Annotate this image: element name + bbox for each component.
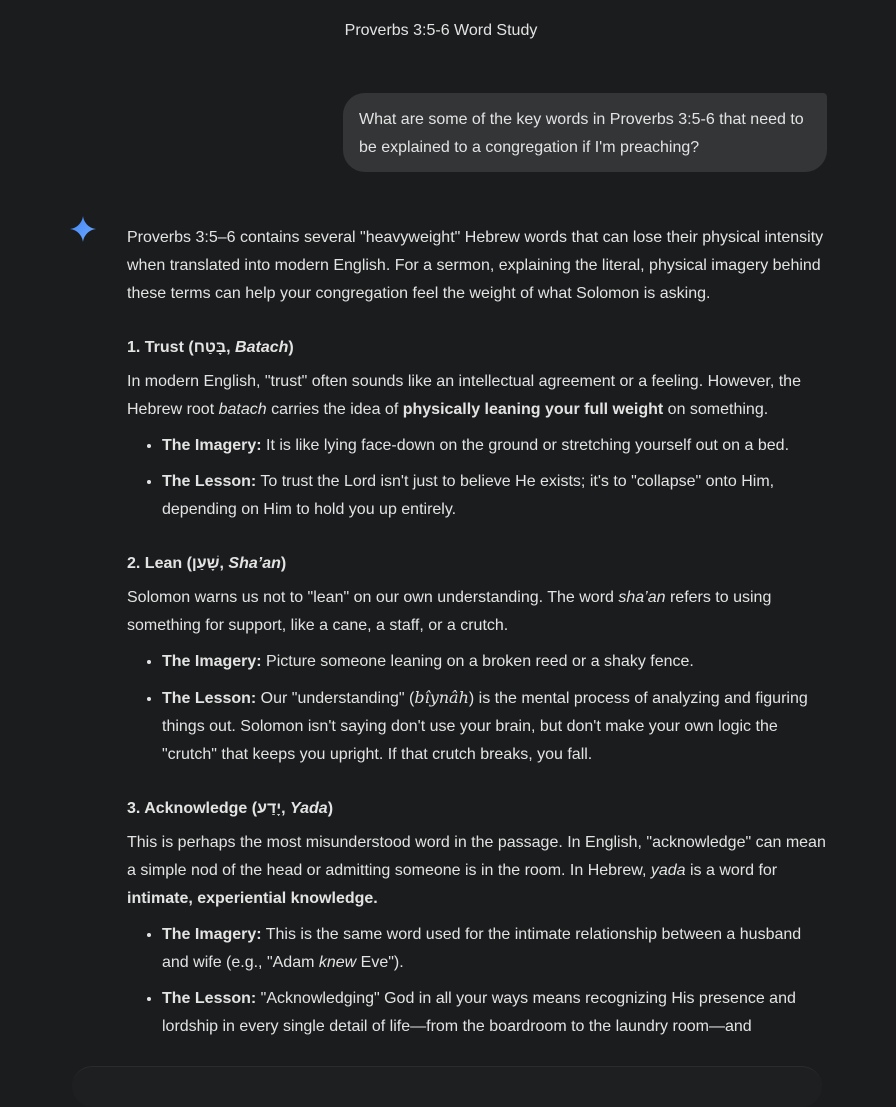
transliteration: Sha’an xyxy=(228,555,281,572)
list-item: • The Lesson: Our "understanding" (bîynâh) is the mental process of analyzing and figuring things out. Solomon isn't saying don't use your brain, but don't make your own logic the "crutch" that keeps you upright. If that crutch breaks, you fall. xyxy=(162,684,827,769)
response-intro: Proverbs 3:5–6 contains several "heavyweight" Hebrew words that can lose their physical intensity when translated into modern English. For a sermon, explaining the literal, physical imagery behind these terms can help your congregation feel the weight of what Solomon is asking. xyxy=(127,229,824,302)
transliteration: Yada xyxy=(290,800,328,817)
chat-input-bar[interactable] xyxy=(72,1066,822,1107)
list-item: • The Lesson: To trust the Lord isn't just to believe He exists; it's to "collapse" onto Him, depending on Him to hold you up entirely. xyxy=(162,468,827,524)
gemini-spark-icon xyxy=(70,216,96,242)
list-item: • The Lesson: "Acknowledging" God in all your ways means recognizing His presence and lordship in every single detail of life—from the boardroom to the laundry room—and xyxy=(162,985,827,1041)
list-item: • The Imagery: It is like lying face-down on the ground or stretching yourself out on a bed. xyxy=(162,432,827,460)
section-heading-acknowledge: 3. Acknowledge (יָדַע, Yada) xyxy=(127,800,334,817)
section-paragraph: This is perhaps the most misunderstood word in the passage. In English, "acknowledge" can mean a simple nod of the head or admitting someone is in the room. In Hebrew, yada is a word for intimate, experiential knowledge. xyxy=(127,834,826,907)
user-message-bubble xyxy=(343,93,827,172)
transliteration: Batach xyxy=(235,339,289,356)
section-paragraph: Solomon warns us not to "lean" on our own understanding. The word sha’an refers to using something for support, like a cane, a staff, or a crutch. xyxy=(127,589,772,634)
bullet-list xyxy=(127,648,827,769)
section-heading-lean: 2. Lean (שָׁעַן, Sha’an) xyxy=(127,555,287,572)
user-message-text: What are some of the key words in Proverbs 3:5-6 that need to be explained to a congregation if I'm preaching? xyxy=(359,111,804,156)
conversation-title[interactable]: Proverbs 3:5-6 Word Study xyxy=(344,22,538,39)
hebrew-word: שָׁעַן xyxy=(191,555,220,572)
assistant-response xyxy=(127,224,827,1067)
section-paragraph: In modern English, "trust" often sounds like an intellectual agreement or a feeling. However, the Hebrew root batach carries the idea of physically leaning your full weight on something. xyxy=(127,373,801,418)
section-heading-trust: 1. Trust (בָּטַח, Batach) xyxy=(127,339,294,356)
hebrew-word: בָּטַח xyxy=(193,339,227,356)
bullet-list xyxy=(127,921,827,1041)
list-item: • The Imagery: Picture someone leaning on a broken reed or a shaky fence. xyxy=(162,648,827,676)
hebrew-word: יָדַע xyxy=(257,800,282,817)
list-item: • The Imagery: This is the same word used for the intimate relationship between a husband and wife (e.g., "Adam knew Eve"). xyxy=(162,921,827,977)
bullet-list xyxy=(127,432,827,524)
